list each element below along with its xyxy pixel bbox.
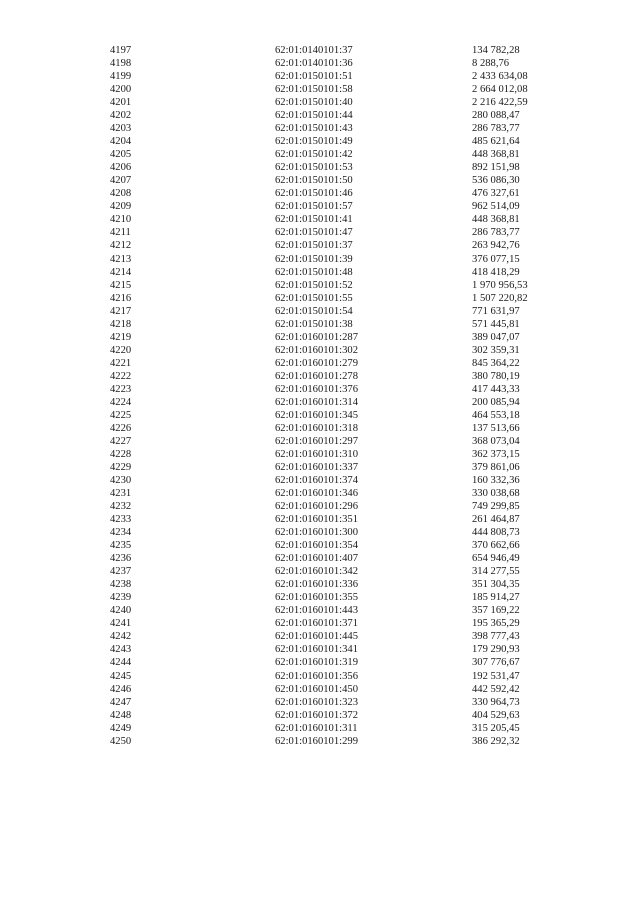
cadastral-number: 62:01:0160101:279 (275, 357, 358, 369)
cadastral-value: 179 290,93 (472, 644, 520, 656)
cadastral-value: 380 780,19 (472, 370, 520, 382)
row-number: 4235 (110, 540, 132, 552)
cadastral-number: 62:01:0160101:371 (275, 618, 358, 630)
table-row (110, 344, 550, 357)
cadastral-number: 62:01:0150101:37 (275, 240, 353, 252)
row-number: 4221 (110, 357, 132, 369)
table-row (110, 57, 550, 70)
table-row (110, 148, 550, 161)
row-number: 4246 (110, 683, 132, 695)
row-number: 4199 (110, 71, 132, 83)
row-number: 4213 (110, 253, 132, 265)
table-row (110, 226, 550, 239)
cadastral-value: 386 292,32 (472, 735, 520, 747)
table-row (110, 239, 550, 252)
cadastral-value: 892 151,98 (472, 162, 520, 174)
cadastral-number: 62:01:0140101:36 (275, 58, 353, 70)
cadastral-value: 485 621,64 (472, 136, 520, 148)
cadastral-value: 330 038,68 (472, 488, 520, 500)
cadastral-number: 62:01:0160101:314 (275, 396, 358, 408)
cadastral-number: 62:01:0150101:42 (275, 149, 353, 161)
row-number: 4212 (110, 240, 132, 252)
table-row (110, 70, 550, 83)
table-row (110, 96, 550, 109)
cadastral-number: 62:01:0150101:58 (275, 84, 353, 96)
row-number: 4232 (110, 501, 132, 513)
row-number: 4197 (110, 45, 132, 56)
table-row (110, 722, 550, 735)
cadastral-number: 62:01:0150101:44 (275, 110, 353, 122)
cadastral-number: 62:01:0160101:297 (275, 435, 358, 447)
cadastral-value: 8 288,76 (472, 58, 510, 70)
table-row (110, 253, 550, 266)
row-number: 4198 (110, 58, 132, 70)
cadastral-value: 536 086,30 (472, 175, 520, 187)
row-number: 4241 (110, 618, 132, 630)
table-row (110, 578, 550, 591)
cadastral-value: 654 946,49 (472, 553, 520, 565)
cadastral-number: 62:01:0160101:310 (275, 448, 358, 460)
table-row (110, 409, 550, 422)
cadastral-value: 376 077,15 (472, 253, 520, 265)
table-row (110, 357, 550, 370)
table-row (110, 643, 550, 656)
row-number: 4208 (110, 188, 132, 200)
table-row (110, 83, 550, 96)
cadastral-number: 62:01:0150101:50 (275, 175, 353, 187)
cadastral-value: 160 332,36 (472, 475, 520, 487)
cadastral-number: 62:01:0160101:341 (275, 644, 358, 656)
cadastral-number: 62:01:0160101:337 (275, 462, 358, 473)
row-number: 4243 (110, 644, 132, 656)
cadastral-number: 62:01:0150101:39 (275, 253, 353, 265)
table-row (110, 200, 550, 213)
cadastral-number: 62:01:0160101:445 (275, 631, 358, 643)
cadastral-value: 1 970 956,53 (472, 279, 528, 291)
table-row (110, 709, 550, 722)
row-number: 4236 (110, 553, 132, 565)
row-number: 4234 (110, 527, 132, 539)
row-number: 4250 (110, 735, 132, 747)
table-row (110, 331, 550, 344)
cadastral-number: 62:01:0140101:37 (275, 45, 353, 56)
cadastral-number: 62:01:0160101:287 (275, 331, 358, 343)
cadastral-number: 62:01:0150101:41 (275, 214, 353, 226)
table-row (110, 213, 550, 226)
cadastral-number: 62:01:0150101:53 (275, 162, 353, 174)
cadastral-number: 62:01:0160101:356 (275, 670, 358, 682)
table-row (110, 474, 550, 487)
row-number: 4233 (110, 514, 132, 526)
cadastral-number: 62:01:0150101:54 (275, 305, 353, 317)
cadastral-value: 370 662,66 (472, 540, 520, 552)
table-row (110, 422, 550, 435)
cadastral-value: 444 808,73 (472, 527, 520, 539)
row-number: 4239 (110, 592, 132, 604)
row-number: 4219 (110, 331, 132, 343)
cadastral-number: 62:01:0160101:300 (275, 527, 358, 539)
cadastral-value: 448 368,81 (472, 214, 520, 226)
table-row (110, 279, 550, 292)
cadastral-number: 62:01:0160101:374 (275, 475, 358, 487)
row-number: 4218 (110, 318, 132, 330)
cadastral-number: 62:01:0160101:278 (275, 370, 358, 382)
row-number: 4238 (110, 579, 132, 591)
table-row (110, 122, 550, 135)
cadastral-number: 62:01:0160101:407 (275, 553, 358, 565)
row-number: 4203 (110, 123, 132, 135)
cadastral-value: 749 299,85 (472, 501, 520, 513)
cadastral-value: 418 418,29 (472, 266, 520, 278)
table-row (110, 44, 550, 57)
cadastral-number: 62:01:0160101:351 (275, 514, 358, 526)
cadastral-number: 62:01:0150101:51 (275, 71, 353, 83)
cadastral-number: 62:01:0160101:372 (275, 709, 358, 721)
table-row (110, 161, 550, 174)
cadastral-value: 404 529,63 (472, 709, 520, 721)
cadastral-number: 62:01:0160101:342 (275, 566, 358, 578)
cadastral-number: 62:01:0150101:55 (275, 292, 353, 304)
row-number: 4217 (110, 305, 132, 317)
cadastral-number: 62:01:0150101:57 (275, 201, 353, 213)
table-row (110, 735, 550, 748)
row-number: 4210 (110, 214, 132, 226)
table-row (110, 539, 550, 552)
table-row (110, 487, 550, 500)
cadastral-number: 62:01:0160101:336 (275, 579, 358, 591)
table-row (110, 396, 550, 409)
cadastral-value: 389 047,07 (472, 331, 520, 343)
cadastral-value: 286 783,77 (472, 123, 520, 135)
cadastral-value: 448 368,81 (472, 149, 520, 161)
row-number: 4248 (110, 709, 132, 721)
table-row (110, 187, 550, 200)
row-number: 4242 (110, 631, 132, 643)
cadastral-number: 62:01:0160101:319 (275, 657, 358, 669)
cadastral-value: 261 464,87 (472, 514, 520, 526)
cadastral-value: 351 304,35 (472, 579, 520, 591)
table-row (110, 526, 550, 539)
row-number: 4249 (110, 722, 132, 734)
table-row (110, 305, 550, 318)
table-row (110, 266, 550, 279)
cadastral-number: 62:01:0160101:450 (275, 683, 358, 695)
row-number: 4237 (110, 566, 132, 578)
cadastral-number: 62:01:0160101:323 (275, 696, 358, 708)
cadastral-value: 442 592,42 (472, 683, 520, 695)
row-number: 4240 (110, 605, 132, 617)
cadastral-value: 263 942,76 (472, 240, 520, 252)
cadastral-value: 962 514,09 (472, 201, 520, 213)
row-number: 4220 (110, 344, 132, 356)
cadastral-value: 464 553,18 (472, 409, 520, 421)
cadastral-value: 1 507 220,82 (472, 292, 528, 304)
cadastral-number: 62:01:0160101:302 (275, 344, 358, 356)
table-row (110, 656, 550, 669)
table-row (110, 683, 550, 696)
row-number: 4224 (110, 396, 132, 408)
cadastral-number: 62:01:0160101:346 (275, 488, 358, 500)
cadastral-value: 2 433 634,08 (472, 71, 528, 83)
row-number: 4225 (110, 409, 132, 421)
cadastral-number: 62:01:0160101:354 (275, 540, 358, 552)
table-row (110, 448, 550, 461)
table-row (110, 670, 550, 683)
cadastral-value: 398 777,43 (472, 631, 520, 643)
table-row (110, 292, 550, 305)
cadastral-value: 845 364,22 (472, 357, 520, 369)
table-row (110, 552, 550, 565)
cadastral-value: 771 631,97 (472, 305, 520, 317)
cadastral-value: 362 373,15 (472, 448, 520, 460)
cadastral-number: 62:01:0150101:47 (275, 227, 353, 239)
table-row (110, 604, 550, 617)
cadastral-number: 62:01:0160101:345 (275, 409, 358, 421)
row-number: 4223 (110, 383, 132, 395)
cadastral-value: 314 277,55 (472, 566, 520, 578)
cadastral-value: 330 964,73 (472, 696, 520, 708)
cadastral-value: 2 216 422,59 (472, 97, 528, 109)
row-number: 4215 (110, 279, 132, 291)
row-number: 4227 (110, 435, 132, 447)
cadastral-number: 62:01:0150101:48 (275, 266, 353, 278)
row-number: 4206 (110, 162, 132, 174)
row-number: 4205 (110, 149, 132, 161)
row-number: 4229 (110, 462, 132, 473)
cadastral-value: 286 783,77 (472, 227, 520, 239)
row-number: 4204 (110, 136, 132, 148)
table-row (110, 513, 550, 526)
cadastral-value: 315 205,45 (472, 722, 520, 734)
cadastral-value: 379 861,06 (472, 462, 520, 473)
cadastral-number: 62:01:0160101:443 (275, 605, 358, 617)
cadastral-value: 417 443,33 (472, 383, 520, 395)
table-row (110, 318, 550, 331)
table-row (110, 696, 550, 709)
row-number: 4247 (110, 696, 132, 708)
row-number: 4211 (110, 227, 131, 239)
row-number: 4214 (110, 266, 132, 278)
table-row (110, 109, 550, 122)
table-row (110, 383, 550, 396)
table-row (110, 370, 550, 383)
cadastral-value-table (110, 44, 550, 748)
row-number: 4230 (110, 475, 132, 487)
cadastral-number: 62:01:0150101:43 (275, 123, 353, 135)
row-number: 4207 (110, 175, 132, 187)
table-row (110, 617, 550, 630)
row-number: 4222 (110, 370, 132, 382)
row-number: 4244 (110, 657, 132, 669)
table-row (110, 591, 550, 604)
row-number: 4228 (110, 448, 132, 460)
cadastral-value: 280 088,47 (472, 110, 520, 122)
cadastral-number: 62:01:0150101:52 (275, 279, 353, 291)
table-row (110, 565, 550, 578)
cadastral-value: 200 085,94 (472, 396, 520, 408)
cadastral-value: 476 327,61 (472, 188, 520, 200)
cadastral-value: 307 776,67 (472, 657, 520, 669)
table-row (110, 435, 550, 448)
table-row (110, 630, 550, 643)
cadastral-value: 185 914,27 (472, 592, 520, 604)
cadastral-value: 137 513,66 (472, 422, 520, 434)
cadastral-number: 62:01:0150101:49 (275, 136, 353, 148)
table-row (110, 135, 550, 148)
table-row (110, 174, 550, 187)
row-number: 4209 (110, 201, 132, 213)
cadastral-number: 62:01:0160101:318 (275, 422, 358, 434)
row-number: 4226 (110, 422, 132, 434)
row-number: 4200 (110, 84, 132, 96)
cadastral-number: 62:01:0160101:299 (275, 735, 358, 747)
cadastral-number: 62:01:0160101:296 (275, 501, 358, 513)
row-number: 4231 (110, 488, 132, 500)
row-number: 4201 (110, 97, 132, 109)
cadastral-value: 357 169,22 (472, 605, 520, 617)
cadastral-number: 62:01:0160101:311 (275, 722, 358, 734)
cadastral-number: 62:01:0150101:46 (275, 188, 353, 200)
cadastral-number: 62:01:0150101:40 (275, 97, 353, 109)
cadastral-value: 134 782,28 (472, 45, 520, 56)
cadastral-value: 192 531,47 (472, 670, 520, 682)
cadastral-number: 62:01:0160101:376 (275, 383, 358, 395)
cadastral-value: 2 664 012,08 (472, 84, 528, 96)
cadastral-value: 302 359,31 (472, 344, 520, 356)
cadastral-value: 195 365,29 (472, 618, 520, 630)
row-number: 4245 (110, 670, 132, 682)
row-number: 4202 (110, 110, 132, 122)
table-row (110, 461, 550, 474)
cadastral-number: 62:01:0160101:355 (275, 592, 358, 604)
cadastral-number: 62:01:0150101:38 (275, 318, 353, 330)
cadastral-value: 368 073,04 (472, 435, 520, 447)
row-number: 4216 (110, 292, 132, 304)
cadastral-value: 571 445,81 (472, 318, 520, 330)
table-row (110, 500, 550, 513)
